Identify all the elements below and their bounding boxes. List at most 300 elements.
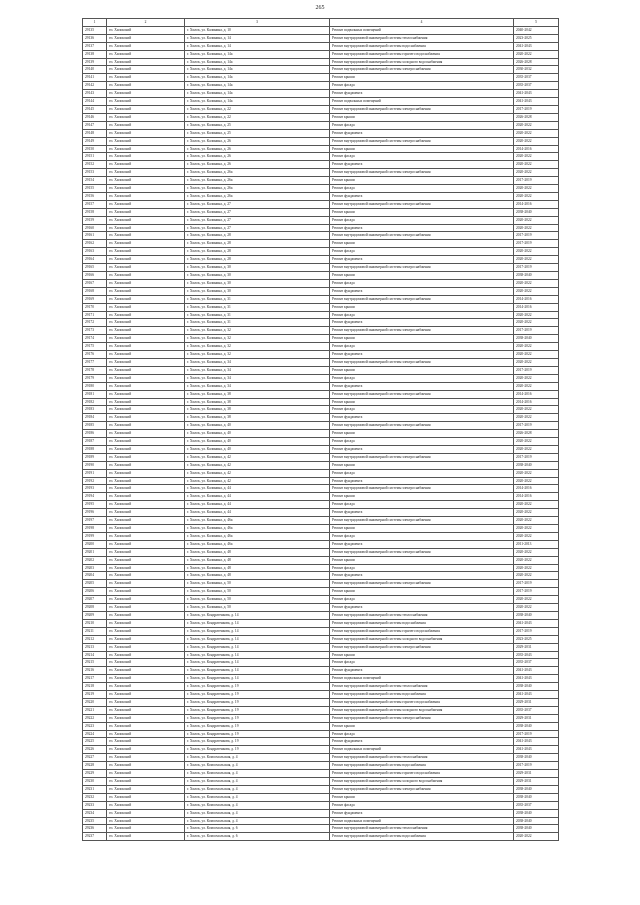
address-cell: г. Хилок, ул. Калинина, д. 22	[185, 113, 330, 121]
municipality-cell: гп. Хилокский	[107, 216, 185, 224]
work-type-cell: Ремонт внутридомовой инженерной системы холодного водоснабжения	[330, 778, 514, 786]
address-cell: г. Хилок, ул. Калинина, д. 42	[185, 461, 330, 469]
address-cell: г. Хилок, ул. Комсомольская, д. 4	[185, 793, 330, 801]
table-row	[83, 588, 559, 596]
address-cell: г. Хилок, ул. Калинина, д. 34	[185, 366, 330, 374]
row-number-cell: 29144	[83, 98, 107, 106]
period-cell: 2020-2022	[514, 517, 559, 525]
period-cell: 2038-2040	[514, 335, 559, 343]
work-type-cell: Ремонт внутридомовой инженерной системы электроснабжения	[330, 517, 514, 525]
municipality-cell: гп. Хилокский	[107, 532, 185, 540]
address-cell: г. Хилок, ул. Калинина, д. 25	[185, 121, 330, 129]
address-cell: г. Хилок, ул. Кондратенкова, д. 14	[185, 619, 330, 627]
period-cell: 2020-2022	[514, 445, 559, 453]
column-header: 2	[107, 19, 185, 27]
period-cell: 2020-2022	[514, 438, 559, 446]
work-type-cell: Ремонт крыши	[330, 366, 514, 374]
work-type-cell: Ремонт крыши	[330, 145, 514, 153]
work-type-cell: Ремонт внутридомовой инженерной системы холодного водоснабжения	[330, 635, 514, 643]
row-number-cell: 29148	[83, 129, 107, 137]
period-cell: 2020-2022	[514, 351, 559, 359]
municipality-cell: гп. Хилокский	[107, 272, 185, 280]
table-row	[83, 619, 559, 627]
period-cell: 2038-2040	[514, 793, 559, 801]
row-number-cell: 29195	[83, 501, 107, 509]
table-row	[83, 430, 559, 438]
work-type-cell: Ремонт фундамента	[330, 738, 514, 746]
row-number-cell: 29135	[83, 26, 107, 34]
row-number-cell: 29233	[83, 801, 107, 809]
column-header: 4	[330, 19, 514, 27]
work-type-cell: Ремонт крыши	[330, 525, 514, 533]
table-row	[83, 714, 559, 722]
work-type-cell: Ремонт крыши	[330, 651, 514, 659]
period-cell: 2017-2019	[514, 627, 559, 635]
address-cell: г. Хилок, ул. Кондратенкова, д. 14	[185, 651, 330, 659]
row-number-cell: 29223	[83, 722, 107, 730]
municipality-cell: гп. Хилокский	[107, 121, 185, 129]
period-cell: 2038-2040	[514, 722, 559, 730]
period-cell: 2041-2043	[514, 98, 559, 106]
table-row	[83, 343, 559, 351]
table-row	[83, 248, 559, 256]
table-row	[83, 438, 559, 446]
row-number-cell: 29136	[83, 34, 107, 42]
period-cell: 2026-2028	[514, 430, 559, 438]
period-cell: 2041-2043	[514, 667, 559, 675]
table-row	[83, 145, 559, 153]
address-cell: г. Хилок, ул. Калинина, д. 14а	[185, 58, 330, 66]
municipality-cell: гп. Хилокский	[107, 398, 185, 406]
municipality-cell: гп. Хилокский	[107, 192, 185, 200]
work-type-cell: Ремонт крыши	[330, 208, 514, 216]
work-type-cell: Ремонт фасада	[330, 596, 514, 604]
municipality-cell: гп. Хилокский	[107, 477, 185, 485]
row-number-cell: 29137	[83, 42, 107, 50]
period-cell: 2035-2043	[514, 651, 559, 659]
municipality-cell: гп. Хилокский	[107, 438, 185, 446]
row-number-cell: 29224	[83, 730, 107, 738]
period-cell: 2038-2040	[514, 611, 559, 619]
address-cell: г. Хилок, ул. Комсомольская, д. 4	[185, 778, 330, 786]
row-number-cell: 29204	[83, 572, 107, 580]
address-cell: г. Хилок, ул. Калинина, д. 30	[185, 264, 330, 272]
table-row	[83, 532, 559, 540]
municipality-cell: гп. Хилокский	[107, 754, 185, 762]
period-cell: 2020-2022	[514, 185, 559, 193]
row-number-cell: 29138	[83, 50, 107, 58]
period-cell: 2020-2022	[514, 287, 559, 295]
address-cell: г. Хилок, ул. Калинина, д. 27	[185, 208, 330, 216]
period-cell: 2020-2022	[514, 556, 559, 564]
work-type-cell: Ремонт внутридомовой инженерной системы электроснабжения	[330, 105, 514, 113]
address-cell: г. Хилок, ул. Калинина, д. 26	[185, 161, 330, 169]
period-cell: 2017-2019	[514, 730, 559, 738]
work-type-cell: Ремонт фундамента	[330, 90, 514, 98]
table-row	[83, 691, 559, 699]
period-cell: 2041-2043	[514, 619, 559, 627]
municipality-cell: гп. Хилокский	[107, 778, 185, 786]
table-row	[83, 256, 559, 264]
work-type-cell: Ремонт внутридомовой инженерной системы электроснабжения	[330, 453, 514, 461]
municipality-cell: гп. Хилокский	[107, 698, 185, 706]
table-row	[83, 390, 559, 398]
municipality-cell: гп. Хилокский	[107, 200, 185, 208]
municipality-cell: гп. Хилокский	[107, 224, 185, 232]
row-number-cell: 29182	[83, 398, 107, 406]
work-type-cell: Ремонт крыши	[330, 177, 514, 185]
address-cell: г. Хилок, ул. Кондратенкова, д. 19	[185, 683, 330, 691]
work-type-cell: Ремонт внутридомовой инженерной системы электроснабжения	[330, 264, 514, 272]
address-cell: г. Хилок, ул. Кондратенкова, д. 14	[185, 659, 330, 667]
table-row	[83, 90, 559, 98]
table-row	[83, 738, 559, 746]
period-cell: 2020-2022	[514, 224, 559, 232]
table-row	[83, 374, 559, 382]
period-cell: 2020-2022	[514, 279, 559, 287]
table-row	[83, 169, 559, 177]
municipality-cell: гп. Хилокский	[107, 604, 185, 612]
program-table	[82, 18, 559, 841]
address-cell: г. Хилок, ул. Калинина, д. 26а	[185, 192, 330, 200]
address-cell: г. Хилок, ул. Калинина, д. 48	[185, 548, 330, 556]
work-type-cell: Ремонт фундамента	[330, 667, 514, 675]
row-number-cell: 29166	[83, 272, 107, 280]
table-row	[83, 683, 559, 691]
period-cell: 2041-2043	[514, 90, 559, 98]
address-cell: г. Хилок, ул. Калинина, д. 30	[185, 287, 330, 295]
work-type-cell: Ремонт внутридомовой инженерной системы теплоснабжения	[330, 825, 514, 833]
period-cell: 2017-2019	[514, 232, 559, 240]
row-number-cell: 29209	[83, 611, 107, 619]
table-row	[83, 177, 559, 185]
municipality-cell: гп. Хилокский	[107, 611, 185, 619]
table-row	[83, 509, 559, 517]
row-number-cell: 29178	[83, 366, 107, 374]
address-cell: г. Хилок, ул. Калинина, д. 48	[185, 564, 330, 572]
period-cell: 2029-2031	[514, 714, 559, 722]
address-cell: г. Хилок, ул. Кондратенкова, д. 14	[185, 611, 330, 619]
work-type-cell: Ремонт фасада	[330, 343, 514, 351]
row-number-cell: 29149	[83, 137, 107, 145]
row-number-cell: 29158	[83, 208, 107, 216]
work-type-cell: Ремонт фасада	[330, 659, 514, 667]
row-number-cell: 29167	[83, 279, 107, 287]
address-cell: г. Хилок, ул. Кондратенкова, д. 19	[185, 714, 330, 722]
address-cell: г. Хилок, ул. Калинина, д. 40	[185, 430, 330, 438]
table-row	[83, 224, 559, 232]
work-type-cell: Ремонт внутридомовой инженерной системы теплоснабжения	[330, 683, 514, 691]
address-cell: г. Хилок, ул. Комсомольская, д. 4	[185, 801, 330, 809]
address-cell: г. Хилок, ул. Комсомольская, д. 4	[185, 762, 330, 770]
table-row	[83, 98, 559, 106]
period-cell: 2014-2016	[514, 303, 559, 311]
period-cell: 2020-2022	[514, 501, 559, 509]
period-cell: 2041-2043	[514, 691, 559, 699]
period-cell: 2014-2016	[514, 295, 559, 303]
municipality-cell: гп. Хилокский	[107, 675, 185, 683]
table-row	[83, 121, 559, 129]
work-type-cell: Ремонт фасада	[330, 801, 514, 809]
row-number-cell: 29183	[83, 406, 107, 414]
work-type-cell: Ремонт фасада	[330, 185, 514, 193]
municipality-cell: гп. Хилокский	[107, 683, 185, 691]
municipality-cell: гп. Хилокский	[107, 651, 185, 659]
municipality-cell: гп. Хилокский	[107, 627, 185, 635]
work-type-cell: Ремонт фундамента	[330, 572, 514, 580]
row-number-cell: 29150	[83, 145, 107, 153]
row-number-cell: 29163	[83, 248, 107, 256]
table-row	[83, 50, 559, 58]
table-row	[83, 667, 559, 675]
municipality-cell: гп. Хилокский	[107, 635, 185, 643]
address-cell: г. Хилок, ул. Калинина, д. 14а	[185, 74, 330, 82]
period-cell: 2020-2022	[514, 153, 559, 161]
address-cell: г. Хилок, ул. Кондратенкова, д. 19	[185, 722, 330, 730]
table-row	[83, 762, 559, 770]
table-row	[83, 596, 559, 604]
municipality-cell: гп. Хилокский	[107, 770, 185, 778]
work-type-cell: Ремонт фасада	[330, 438, 514, 446]
work-type-cell: Ремонт фундамента	[330, 540, 514, 548]
row-number-cell: 29193	[83, 485, 107, 493]
municipality-cell: гп. Хилокский	[107, 485, 185, 493]
work-type-cell: Ремонт внутридомовой инженерной системы электроснабжения	[330, 327, 514, 335]
municipality-cell: гп. Хилокский	[107, 430, 185, 438]
address-cell: г. Хилок, ул. Калинина, д. 48	[185, 556, 330, 564]
work-type-cell: Ремонт фасада	[330, 374, 514, 382]
address-cell: г. Хилок, ул. Калинина, д. 22	[185, 105, 330, 113]
table-row	[83, 382, 559, 390]
municipality-cell: гп. Хилокский	[107, 145, 185, 153]
table-row	[83, 319, 559, 327]
work-type-cell: Ремонт крыши	[330, 113, 514, 121]
work-type-cell: Ремонт подвальных помещений	[330, 817, 514, 825]
table-row	[83, 659, 559, 667]
municipality-cell: гп. Хилокский	[107, 833, 185, 841]
work-type-cell: Ремонт крыши	[330, 793, 514, 801]
address-cell: г. Хилок, ул. Комсомольская, д. 6	[185, 833, 330, 841]
row-number-cell: 29206	[83, 588, 107, 596]
period-cell: 2014-2016	[514, 485, 559, 493]
address-cell: г. Хилок, ул. Комсомольская, д. 4	[185, 754, 330, 762]
work-type-cell: Ремонт внутридомовой инженерной системы электроснабжения	[330, 295, 514, 303]
period-cell: 2040-2042	[514, 26, 559, 34]
address-cell: г. Хилок, ул. Комсомольская, д. 4	[185, 809, 330, 817]
period-cell: 2020-2022	[514, 121, 559, 129]
address-cell: г. Хилок, ул. Калинина, д. 42	[185, 477, 330, 485]
period-cell: 2020-2022	[514, 477, 559, 485]
period-cell: 2017-2019	[514, 264, 559, 272]
address-cell: г. Хилок, ул. Кондратенкова, д. 19	[185, 706, 330, 714]
table-row	[83, 722, 559, 730]
address-cell: г. Хилок, ул. Калинина, д. 28	[185, 240, 330, 248]
table-row	[83, 303, 559, 311]
period-cell: 2020-2022	[514, 248, 559, 256]
work-type-cell: Ремонт внутридомовой инженерной системы электроснабжения	[330, 358, 514, 366]
address-cell: г. Хилок, ул. Калинина, д. 46а	[185, 540, 330, 548]
address-cell: г. Хилок, ул. Калинина, д. 44	[185, 501, 330, 509]
municipality-cell: гп. Хилокский	[107, 232, 185, 240]
address-cell: г. Хилок, ул. Калинина, д. 30	[185, 272, 330, 280]
table-row	[83, 240, 559, 248]
work-type-cell: Ремонт внутридомовой инженерной системы теплоснабжения	[330, 34, 514, 42]
address-cell: г. Хилок, ул. Калинина, д. 46а	[185, 525, 330, 533]
period-cell: 2038-2040	[514, 817, 559, 825]
table-row	[83, 706, 559, 714]
table-row	[83, 185, 559, 193]
row-number-cell: 29185	[83, 422, 107, 430]
work-type-cell: Ремонт фундамента	[330, 351, 514, 359]
municipality-cell: гп. Хилокский	[107, 730, 185, 738]
work-type-cell: Ремонт крыши	[330, 493, 514, 501]
work-type-cell: Ремонт фундамента	[330, 129, 514, 137]
row-number-cell: 29216	[83, 667, 107, 675]
work-type-cell: Ремонт внутридомовой инженерной системы водоснабжения	[330, 691, 514, 699]
row-number-cell: 29205	[83, 580, 107, 588]
address-cell: г. Хилок, ул. Калинина, д. 14а	[185, 50, 330, 58]
period-cell: 2020-2022	[514, 319, 559, 327]
address-cell: г. Хилок, ул. Калинина, д. 10	[185, 26, 330, 34]
work-type-cell: Ремонт внутридомовой инженерной системы электроснабжения	[330, 643, 514, 651]
row-number-cell: 29142	[83, 82, 107, 90]
work-type-cell: Ремонт внутридомовой инженерной системы горячего водоснабжения	[330, 770, 514, 778]
address-cell: г. Хилок, ул. Кондратенкова, д. 14	[185, 643, 330, 651]
work-type-cell: Ремонт крыши	[330, 461, 514, 469]
address-cell: г. Хилок, ул. Калинина, д. 40	[185, 422, 330, 430]
row-number-cell: 29227	[83, 754, 107, 762]
row-number-cell: 29164	[83, 256, 107, 264]
period-cell: 2020-2022	[514, 414, 559, 422]
work-type-cell: Ремонт внутридомовой инженерной системы электроснабжения	[330, 390, 514, 398]
period-cell: 2035-2037	[514, 801, 559, 809]
municipality-cell: гп. Хилокский	[107, 382, 185, 390]
period-cell: 2020-2022	[514, 216, 559, 224]
municipality-cell: гп. Хилокский	[107, 706, 185, 714]
row-number-cell: 29221	[83, 706, 107, 714]
row-number-cell: 29155	[83, 185, 107, 193]
municipality-cell: гп. Хилокский	[107, 406, 185, 414]
address-cell: г. Хилок, ул. Калинина, д. 46а	[185, 517, 330, 525]
municipality-cell: гп. Хилокский	[107, 469, 185, 477]
row-number-cell: 29225	[83, 738, 107, 746]
table-row	[83, 675, 559, 683]
address-cell: г. Хилок, ул. Калинина, д. 44	[185, 493, 330, 501]
period-cell: 2020-2022	[514, 572, 559, 580]
work-type-cell: Ремонт фундамента	[330, 382, 514, 390]
work-type-cell: Ремонт фундамента	[330, 809, 514, 817]
municipality-cell: гп. Хилокский	[107, 279, 185, 287]
row-number-cell: 29207	[83, 596, 107, 604]
address-cell: г. Хилок, ул. Калинина, д. 28	[185, 256, 330, 264]
address-cell: г. Хилок, ул. Комсомольская, д. 6	[185, 825, 330, 833]
period-cell: 2014-2016	[514, 145, 559, 153]
address-cell: г. Хилок, ул. Калинина, д. 26	[185, 145, 330, 153]
address-cell: г. Хилок, ул. Калинина, д. 14	[185, 34, 330, 42]
row-number-cell: 29198	[83, 525, 107, 533]
table-row	[83, 469, 559, 477]
row-number-cell: 29219	[83, 691, 107, 699]
municipality-cell: гп. Хилокский	[107, 366, 185, 374]
work-type-cell: Ремонт внутридомовой инженерной системы холодного водоснабжения	[330, 58, 514, 66]
table-row	[83, 26, 559, 34]
row-number-cell: 29226	[83, 746, 107, 754]
table-row	[83, 105, 559, 113]
period-cell: 2026-2028	[514, 58, 559, 66]
row-number-cell: 29237	[83, 833, 107, 841]
municipality-cell: гп. Хилокский	[107, 762, 185, 770]
table-row	[83, 635, 559, 643]
row-number-cell: 29214	[83, 651, 107, 659]
work-type-cell: Ремонт внутридомовой инженерной системы теплоснабжения	[330, 611, 514, 619]
work-type-cell: Ремонт фундамента	[330, 604, 514, 612]
address-cell: г. Хилок, ул. Калинина, д. 28	[185, 232, 330, 240]
period-cell: 2038-2040	[514, 461, 559, 469]
work-type-cell: Ремонт фасада	[330, 532, 514, 540]
work-type-cell: Ремонт фасада	[330, 730, 514, 738]
period-cell: 2038-2040	[514, 208, 559, 216]
row-number-cell: 29179	[83, 374, 107, 382]
table-row	[83, 556, 559, 564]
period-cell: 2029-2031	[514, 643, 559, 651]
table-row	[83, 493, 559, 501]
row-number-cell: 29215	[83, 659, 107, 667]
municipality-cell: гп. Хилокский	[107, 287, 185, 295]
row-number-cell: 29190	[83, 461, 107, 469]
municipality-cell: гп. Хилокский	[107, 303, 185, 311]
table-row	[83, 34, 559, 42]
row-number-cell: 29154	[83, 177, 107, 185]
address-cell: г. Хилок, ул. Калинина, д. 31	[185, 295, 330, 303]
table-row	[83, 564, 559, 572]
address-cell: г. Хилок, ул. Калинина, д. 26	[185, 153, 330, 161]
municipality-cell: гп. Хилокский	[107, 113, 185, 121]
address-cell: г. Хилок, ул. Кондратенкова, д. 19	[185, 738, 330, 746]
table-row	[83, 351, 559, 359]
period-cell: 2017-2019	[514, 762, 559, 770]
row-number-cell: 29230	[83, 778, 107, 786]
work-type-cell: Ремонт подвальных помещений	[330, 675, 514, 683]
table-row	[83, 604, 559, 612]
municipality-cell: гп. Хилокский	[107, 105, 185, 113]
period-cell: 2030-2032	[514, 66, 559, 74]
row-number-cell: 29203	[83, 564, 107, 572]
period-cell: 2020-2022	[514, 525, 559, 533]
row-number-cell: 29222	[83, 714, 107, 722]
address-cell: г. Хилок, ул. Комсомольская, д. 4	[185, 770, 330, 778]
municipality-cell: гп. Хилокский	[107, 619, 185, 627]
address-cell: г. Хилок, ул. Калинина, д. 50	[185, 596, 330, 604]
row-number-cell: 29194	[83, 493, 107, 501]
period-cell: 2020-2022	[514, 833, 559, 841]
table-row	[83, 335, 559, 343]
row-number-cell: 29211	[83, 627, 107, 635]
row-number-cell: 29156	[83, 192, 107, 200]
work-type-cell: Ремонт внутридомовой инженерной системы электроснабжения	[330, 200, 514, 208]
row-number-cell: 29165	[83, 264, 107, 272]
work-type-cell: Ремонт внутридомовой инженерной системы водоснабжения	[330, 42, 514, 50]
row-number-cell: 29180	[83, 382, 107, 390]
address-cell: г. Хилок, ул. Калинина, д. 32	[185, 335, 330, 343]
table-row	[83, 113, 559, 121]
period-cell: 2014-2016	[514, 200, 559, 208]
municipality-cell: гп. Хилокский	[107, 264, 185, 272]
row-number-cell: 29229	[83, 770, 107, 778]
work-type-cell: Ремонт крыши	[330, 588, 514, 596]
table-row	[83, 414, 559, 422]
municipality-cell: гп. Хилокский	[107, 129, 185, 137]
work-type-cell: Ремонт внутридомовой инженерной системы горячего водоснабжения	[330, 50, 514, 58]
